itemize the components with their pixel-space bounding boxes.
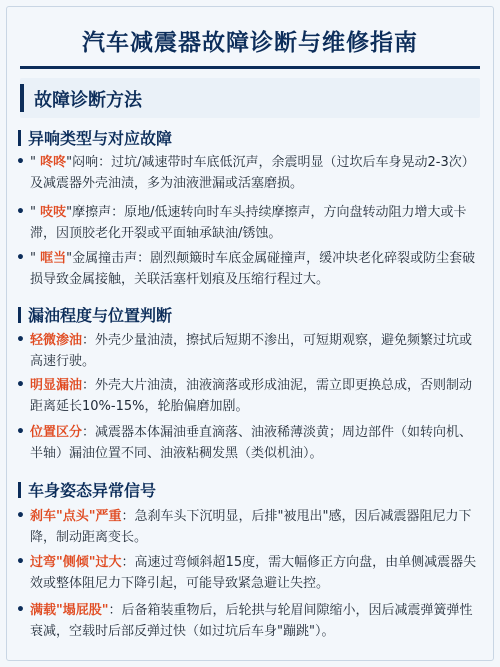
- page-title: 汽车减震器故障诊断与维修指南: [82, 30, 418, 56]
- bullet-icon: •: [16, 332, 25, 348]
- subheading-text: 车身姿态异常信号: [28, 481, 157, 500]
- subheading-bar: [18, 130, 21, 146]
- bullet-icon: •: [16, 204, 25, 220]
- subheading-text: 漏油程度与位置判断: [28, 306, 173, 325]
- list-item: • 过弯"侧倾"过大：高速过弯倾斜超15度，需大幅修正方向盘，由单侧减震器失效或整体阻尼力下降引起，可能导致紧急避让失控。: [16, 554, 477, 591]
- list-item: • " 吱吱"摩擦声：原地/低速转向时车头持续摩擦声，方向盘转动阻力增大或卡滞，因顶胶老化开裂或平面轴承缺油/锈蚀。: [16, 204, 467, 241]
- subheading-text: 异响类型与对应故障: [28, 129, 173, 148]
- subheading-bar: [18, 482, 21, 498]
- list-item: • 明显漏油：外壳大片油渍，油液滴落或形成油泥，需立即更换总成，否则制动距离延长10%-15%，轮胎偏磨加剧。: [16, 377, 473, 414]
- bullet-icon: •: [16, 154, 25, 170]
- highlight-term: 咚咚: [40, 155, 67, 170]
- section-accent-bar: [20, 84, 24, 112]
- subheading-noise-types: [18, 126, 172, 149]
- bullet-icon: •: [16, 508, 25, 524]
- list-item: • 轻微渗油：外壳少量油渍，擦拭后短期不渗出，可短期观察，避免频繁过坑或高速行驶。: [16, 332, 473, 369]
- highlight-term: 明显漏油: [30, 378, 83, 393]
- list-item: • 满载"塌屁股"：后备箱装重物后，后轮拱与轮眉间隙缩小，因后减震弹簧弹性衰减，空载时后部反弹过快（如过坑后车身"蹦跳"）。: [16, 602, 473, 639]
- list-item: • " 哐当"金属撞击声：剧烈颠簸时车底金属碰撞声，缓冲块老化碎裂或防尘套破损导致金属接触，关联活塞杆划痕及压缩行程过大。: [16, 250, 476, 287]
- list-item: • 刹车"点头"严重：急刹车头下沉明显，后排"被甩出"感，因后减震器阻尼力下降，制动距离变长。: [16, 508, 472, 545]
- title-divider: [20, 66, 480, 69]
- list-item: • " 咚咚"闷响：过坑/减速带时车底低沉声，余震明显（过坎后车身晃动2-3次）及减震器外壳油渍，多为油液泄漏或活塞磨损。: [16, 154, 475, 191]
- highlight-term: 哐当: [40, 251, 67, 266]
- highlight-term: 过弯"侧倾"过大: [30, 555, 122, 570]
- bullet-icon: •: [16, 602, 25, 618]
- section-title: 故障诊断方法: [34, 90, 142, 111]
- bullet-icon: •: [16, 424, 25, 440]
- highlight-term: 刹车"点头"严重: [30, 509, 122, 524]
- subheading-posture: [18, 478, 156, 501]
- highlight-term: 满载"塌屁股": [30, 603, 109, 618]
- list-item: • 位置区分：减震器本体漏油垂直滴落、油液稀薄淡黄；周边部件（如转向机、半轴）漏油位置不同、油液粘稠发黑（类似机油）。: [16, 424, 473, 461]
- bullet-icon: •: [16, 377, 25, 393]
- section-header: [20, 78, 480, 118]
- highlight-term: 轻微渗油: [30, 333, 83, 348]
- bullet-icon: •: [16, 554, 25, 570]
- bullet-icon: •: [16, 250, 25, 266]
- highlight-term: 位置区分: [30, 425, 83, 440]
- subheading-leak: [18, 303, 172, 326]
- highlight-term: 吱吱: [40, 205, 67, 220]
- subheading-bar: [18, 307, 21, 323]
